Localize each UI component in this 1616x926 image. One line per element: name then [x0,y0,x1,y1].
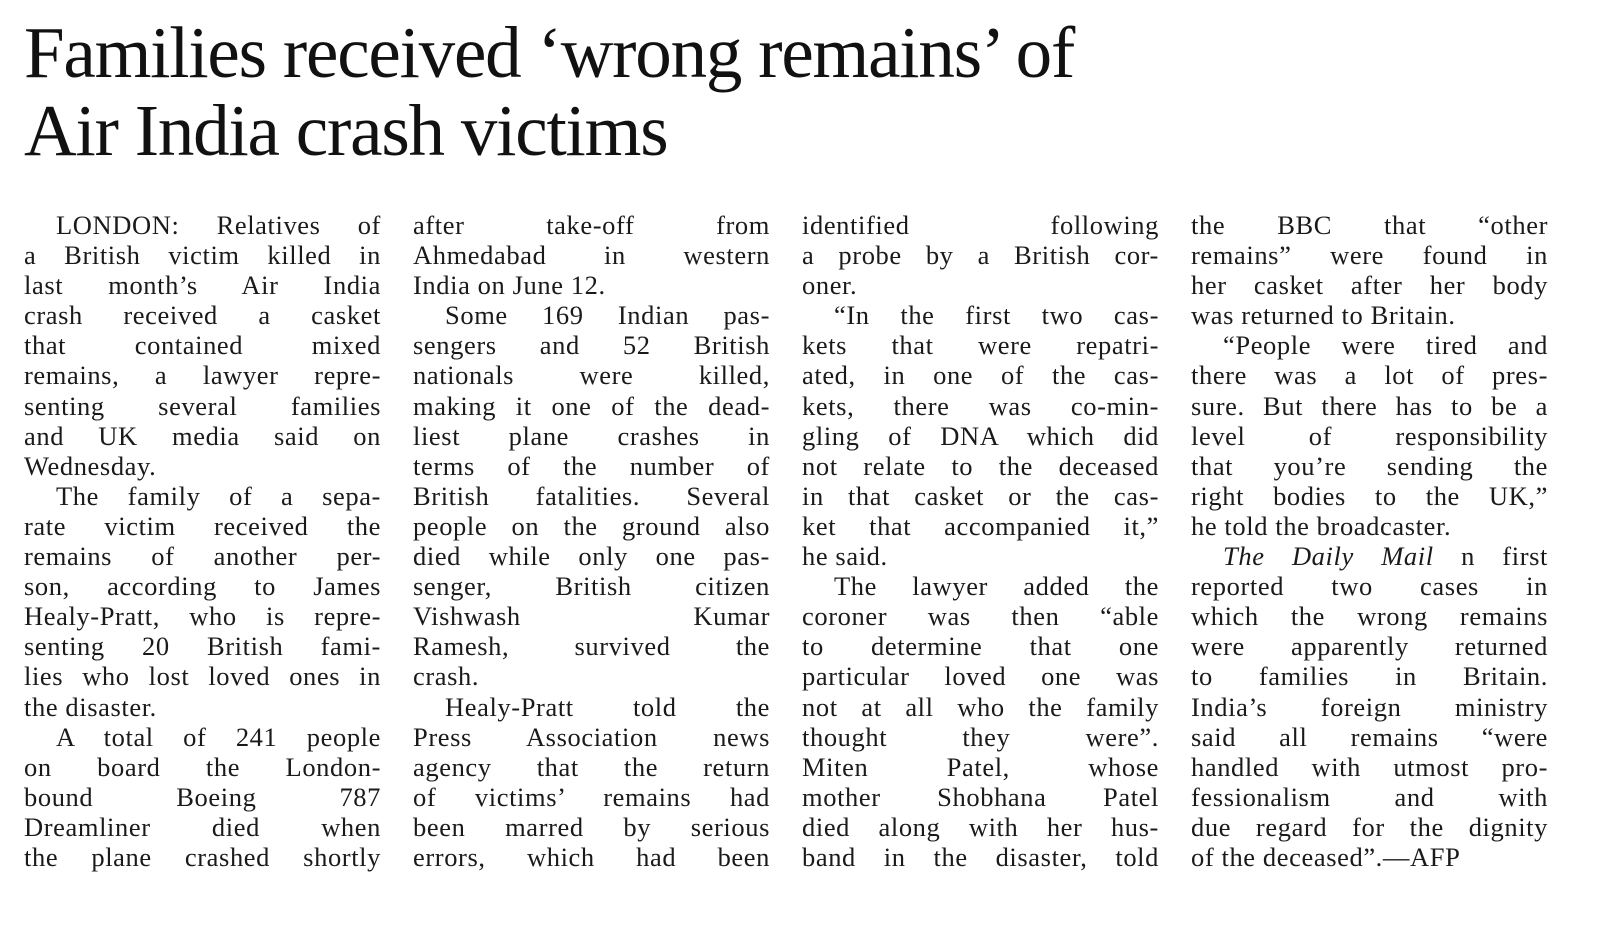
article-text-line: the disaster. [24,691,157,722]
article-text-line: people on the ground also [413,510,770,541]
article-text-line: agency that the return [413,751,770,782]
article-text-line: bound Boeing 787 [24,781,381,812]
article-text-line: to determine that one [802,631,1159,662]
article-text-line: a probe by a British cor- [802,240,1159,271]
article-text-line: liest plane crashes in [413,420,770,451]
headline [24,14,1584,170]
article-text-line: thought they were”. [802,721,1159,752]
article-text-fragment: n first [1433,541,1548,572]
article-text-line: level of responsibility [1191,420,1548,451]
article-text-line: gling of DNA which did [802,420,1159,451]
article-text-line: last month’s Air India [24,270,381,301]
article-text-line: making it one of the dead- [413,390,770,421]
article-text-line: handled with utmost pro- [1191,751,1548,782]
article-text-line: and UK media said on [24,420,381,451]
article-text-line: of the deceased”.—AFP [1191,841,1461,872]
article-text-line: her casket after her body [1191,270,1548,301]
article-text-line: of victims’ remains had [413,781,770,812]
article-text-line: coroner was then “able [802,601,1159,632]
article-text-line: particular loved one was [802,661,1159,692]
article-text-line: that you’re sending the [1191,450,1548,481]
article-column-3 [802,210,1159,872]
article-text-line: Press Association news [413,721,770,752]
article-text-line: in that casket or the cas- [802,480,1159,511]
article-text-line: nationals were killed, [413,360,770,391]
article-text-line: Some 169 Indian pas- [445,300,770,331]
article-text-line: been marred by serious [413,811,770,842]
article-text-line: which the wrong remains [1191,601,1548,632]
article-text-line: Miten Patel, whose [802,751,1159,782]
article-text-line: ket that accompanied it,” [802,510,1159,541]
article-text-line: remains, a lawyer repre- [24,360,381,391]
article-text-line: ated, in one of the cas- [802,360,1159,391]
article-text-line: died while only one pas- [413,541,770,572]
article-text-line: oner. [802,270,858,301]
article-text-line: he said. [802,541,888,572]
article-text-line: terms of the number of [413,450,770,481]
article-text-line: right bodies to the UK,” [1191,480,1548,511]
article-column-1 [24,210,381,872]
article-text-line: A total of 241 people [56,721,381,752]
article-text-line: were apparently returned [1191,631,1548,662]
article-column-2 [413,210,770,872]
article-text-line: Ahmedabad in western [413,240,770,271]
article-text-line: that contained mixed [24,330,381,361]
article-text-line: identified following [802,210,1159,240]
article-text-line: senting 20 British fami- [24,631,381,662]
article-text-line: due regard for the dignity [1191,811,1548,842]
article-text-line: kets, there was co-min- [802,390,1159,421]
article-text-line: Healy-Pratt told the [445,691,770,722]
article-body [24,210,1599,910]
article-text-line: said all remains “were [1191,721,1548,752]
article-text-line: the BBC that “other [1191,210,1548,240]
article-text-line: not at all who the family [802,691,1159,722]
article-text-line: not relate to the deceased [802,450,1159,481]
article-text-line: LONDON: Relatives of [56,210,381,240]
article-text-line: son, according to James [24,571,381,602]
article-text-line: reported two cases in [1191,571,1548,602]
article-text-line: was returned to Britain. [1191,300,1456,331]
article-text-line: The lawyer added the [834,571,1159,602]
article-text-line: to families in Britain. [1191,661,1548,692]
article-text-line: lies who lost loved ones in [24,661,381,692]
headline-line-2: Air India crash victims [24,90,668,171]
article-text-line: remains” were found in [1191,240,1548,271]
article-text-line: died along with her hus- [802,811,1159,842]
article-text-line: rate victim received the [24,510,381,541]
article-text-line [1191,541,1548,571]
article-text-line: senting several families [24,390,381,421]
article-text-line: British fatalities. Several [413,480,770,511]
article-text-line: Dreamliner died when [24,811,381,842]
article-text-line: crash. [413,661,480,692]
article-text-line: remains of another per- [24,541,381,572]
article-text-line: he told the broadcaster. [1191,510,1452,541]
article-text-line: Vishwash Kumar [413,601,770,632]
publication-name: The Daily Mail [1223,541,1434,572]
article-text-line: mother Shobhana Patel [802,781,1159,812]
article-text-line: senger, British citizen [413,571,770,602]
article-text-line: band in the disaster, told [802,841,1159,872]
article-text-line: a British victim killed in [24,240,381,271]
article-text-line: Wednesday. [24,450,157,481]
article-text-line: fessionalism and with [1191,781,1548,812]
article-text-line: The family of a sepa- [56,480,381,511]
headline-line-1: Families received ‘wrong remains’ of [24,12,1075,93]
article-text-line: kets that were repatri- [802,330,1159,361]
article-text-line: errors, which had been [413,841,770,872]
article-text-line: “In the first two cas- [834,300,1159,331]
article-text-line: Ramesh, survived the [413,631,770,662]
article-column-4 [1191,210,1548,872]
article-text-line: there was a lot of pres- [1191,360,1548,391]
article-text-line: Healy-Pratt, who is repre- [24,601,381,632]
article-text-line: on board the London- [24,751,381,782]
article-text-line: sengers and 52 British [413,330,770,361]
article-text-line: India’s foreign ministry [1191,691,1548,722]
article-text-line: “People were tired and [1223,330,1548,361]
article-text-line: sure. But there has to be a [1191,390,1548,421]
article-text-line: crash received a casket [24,300,381,331]
article-text-line: after take-off from [413,210,770,240]
article-text-line: India on June 12. [413,270,606,301]
article-text-line: the plane crashed shortly [24,841,381,872]
